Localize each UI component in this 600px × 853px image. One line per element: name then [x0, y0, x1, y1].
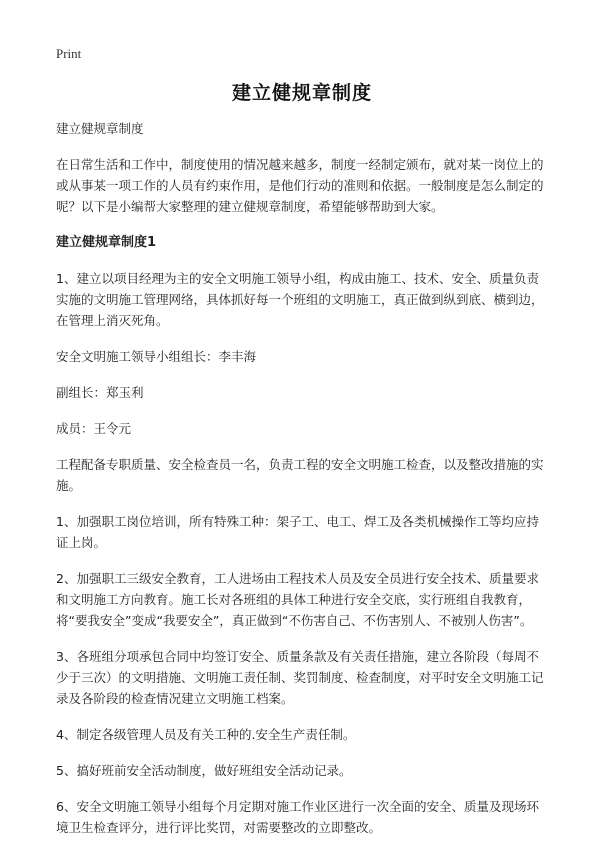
document-title: 建立健规章制度	[231, 82, 372, 104]
list-item: 3、各班组分项承包合同中均签订安全、质量条款及有关责任措施，建立各阶段（每周不少于三次）的文明措施、文明施工责任制、奖罚制度、检查制度，对平时安全文明施工记录及各阶段的检查情况建立文明施工档案。	[56, 649, 544, 706]
list-item: 5、搞好班前安全活动制度，做好班组安全活动记录。	[56, 763, 352, 778]
section-heading: 建立健规章制度1	[56, 235, 157, 250]
document-body	[56, 118, 548, 853]
list-item: 2、加强职工三级安全教育，工人进场由工程技术人员及安全员进行安全技术、质量要求和文明施工方向教育。施工长对各班组的具体工种进行安全交底，实行班组自我教育，将“要我安全”变成“我要安全”，真正做到“不伤害自己、不伤害别人、不被别人伤害”。	[56, 571, 539, 628]
intro-paragraph: 在日常生活和工作中，制度使用的情况越来越多，制度一经制定颁布，就对某一岗位上的或从事某一项工作的人员有约束作用，是他们行动的准则和依据。一般制度是怎么制定的呢？以下是小编帮大家整理的建立健规章制度，希望能够帮助到大家。	[56, 157, 544, 214]
intro-heading: 建立健规章制度	[56, 121, 144, 136]
list-item: 6、安全文明施工领导小组每个月定期对施工作业区进行一次全面的安全、质量及现场环境卫生检查评分，进行评比奖罚，对需要整改的立即整改。	[56, 799, 539, 835]
member-line: 成员：王令元	[56, 421, 132, 436]
team-leader-line: 安全文明施工领导小组组长：李丰海	[56, 349, 257, 364]
body-paragraph: 工程配备专职质量、安全检查员一名，负责工程的安全文明施工检查，以及整改措施的实施。	[56, 457, 544, 493]
print-link[interactable]: Print	[56, 46, 82, 61]
list-item: 4、制定各级管理人员及有关工种的.安全生产责任制。	[56, 727, 356, 742]
list-item: 1、加强职工岗位培训，所有特殊工种：架子工、电工、焊工及各类机械操作工等均应持证上岗。	[56, 514, 539, 550]
body-paragraph: 1、建立以项目经理为主的安全文明施工领导小组，构成由施工、技术、安全、质量负责实施的文明施工管理网络，具体抓好每一个班组的文明施工，真正做到纵到底、横到边，在管理上消灭死角。	[56, 271, 544, 328]
deputy-leader-line: 副组长：郑玉利	[56, 385, 144, 400]
